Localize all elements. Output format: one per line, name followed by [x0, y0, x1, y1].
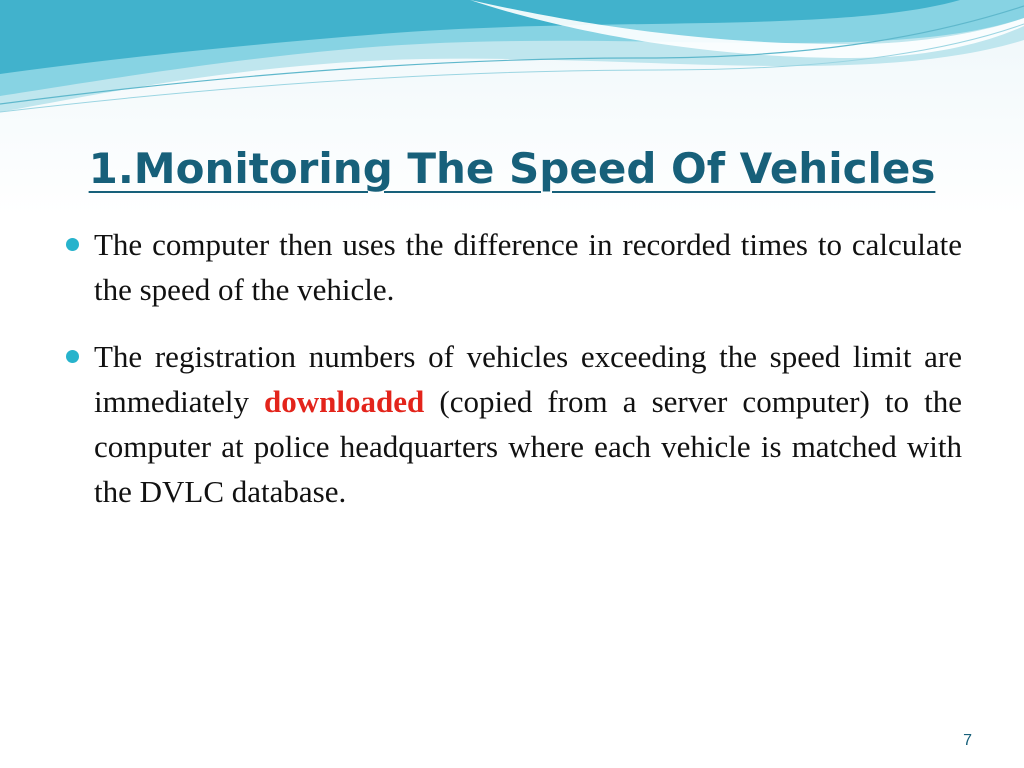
header-wave-decoration [0, 0, 1024, 130]
bullet-text-before: The registration numbers of vehicles exceeding the speed limit are immediately [94, 339, 962, 419]
bullet-item-registration-download [66, 334, 962, 514]
bullet-text-after: (copied from a server computer) to the computer at police headquarters where each vehicle is matched with the DVLC database. [94, 384, 962, 509]
bullet-marker-icon [66, 238, 79, 251]
bullet-marker-icon [66, 350, 79, 363]
highlighted-term: downloaded [264, 384, 425, 419]
slide-title: 1.Monitoring The Speed Of Vehicles [88, 144, 936, 193]
bullet-list [66, 222, 962, 536]
bullet-item-speed-calculation [66, 222, 962, 312]
page-number: 7 [963, 732, 972, 749]
bullet-text: The computer then uses the difference in recorded times to calculate the speed of the vehicle. [94, 227, 962, 307]
